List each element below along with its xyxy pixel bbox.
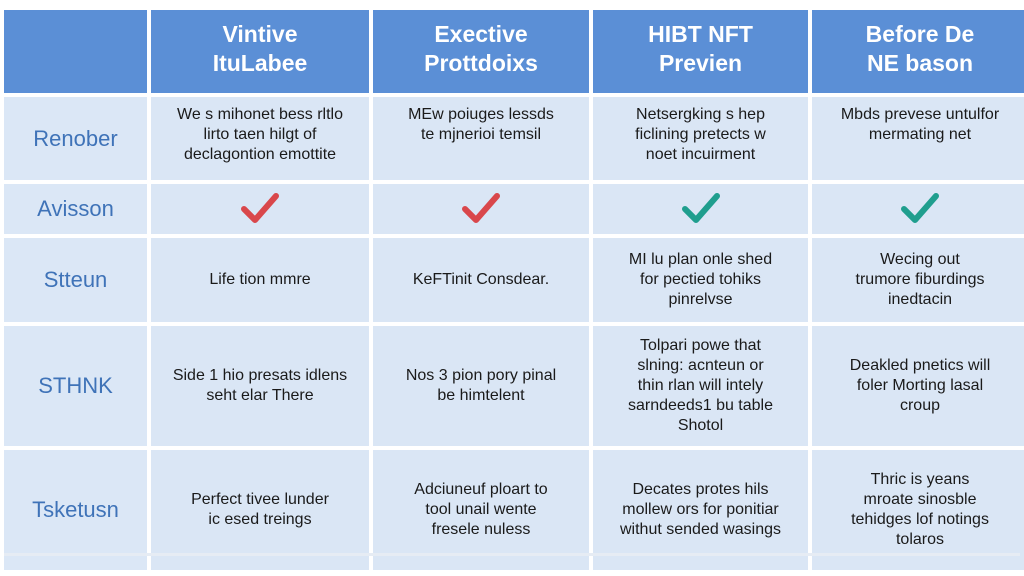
- comparison-table: [4, 10, 1020, 552]
- table-cell: Nos 3 pion pory pinal be himtelent: [373, 326, 589, 446]
- row-label-4: STHNK: [4, 326, 147, 446]
- table-cell: KeFTinit Consdear.: [373, 238, 589, 322]
- table-cell: MEw poiuges lessds te mjnerioi temsil: [373, 97, 589, 180]
- checkmark-icon: [681, 191, 721, 227]
- table-cell: Thric is yeans mroate sinosble tehidges lof notings tolaros: [812, 450, 1024, 570]
- table-cell: Tolpari powe that slning: acnteun or thin rlan will intely sarndeeds1 bu table Shotol: [593, 326, 808, 446]
- header-corner-cell: [4, 10, 147, 93]
- table-cell: Adciuneuf ploart to tool unail wente fresele nuless: [373, 450, 589, 570]
- table-cell: Mbds prevese untulfor mermating net: [812, 97, 1024, 180]
- row-label-2: Avisson: [4, 184, 147, 234]
- column-header-2: Exective Prottdoixs: [373, 10, 589, 93]
- check-cell: [151, 184, 369, 234]
- table-cell: Life tion mmre: [151, 238, 369, 322]
- column-header-4: Before De NE bason: [812, 10, 1024, 93]
- table-cell: Side 1 hio presats idlens seht elar There: [151, 326, 369, 446]
- table-cell: Decates protes hils mollew ors for ponitiar withut sended wasings: [593, 450, 808, 570]
- checkmark-icon: [900, 191, 940, 227]
- row-label-1: Renober: [4, 97, 147, 180]
- row-label-5: Tsketusn: [4, 450, 147, 570]
- table-cell: We s mihonet bess rltlo lirto taen hilgt of declagontion emottite: [151, 97, 369, 180]
- table-cell: MI lu plan onle shed for pectied tohiks pinrelvse: [593, 238, 808, 322]
- table-cell: Netsergking s hep ficlining pretects w noet incuirment: [593, 97, 808, 180]
- table-bottom-shadow: [4, 553, 1020, 556]
- checkmark-icon: [461, 191, 501, 227]
- table-cell: Deakled pnetics will foler Morting lasal croup: [812, 326, 1024, 446]
- check-cell: [593, 184, 808, 234]
- column-header-1: Vintive ItuLabee: [151, 10, 369, 93]
- check-cell: [373, 184, 589, 234]
- table-cell: Perfect tivee lunder ic esed treings: [151, 450, 369, 570]
- check-cell: [812, 184, 1024, 234]
- column-header-3: HIBT NFT Previen: [593, 10, 808, 93]
- table-cell: Wecing out trumore fiburdings inedtacin: [812, 238, 1024, 322]
- row-label-3: Stteun: [4, 238, 147, 322]
- checkmark-icon: [240, 191, 280, 227]
